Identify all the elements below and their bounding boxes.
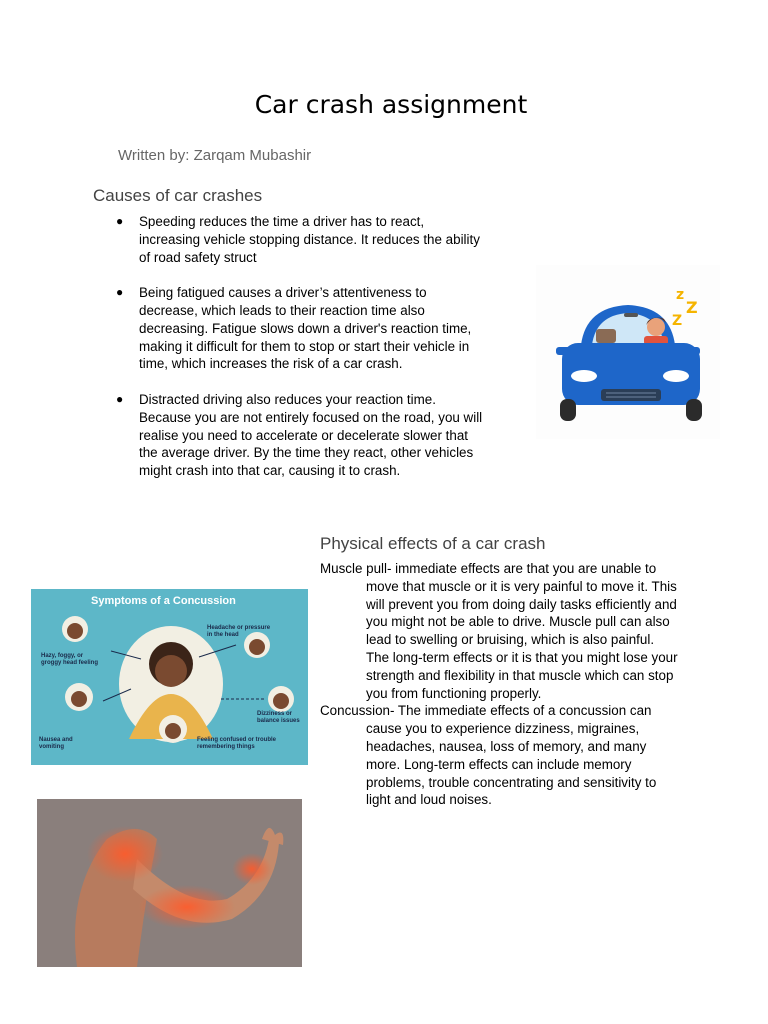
bullet-icon: ● bbox=[116, 391, 124, 406]
list-item bbox=[116, 213, 486, 266]
svg-text:Z: Z bbox=[672, 313, 683, 329]
infographic-label: Nausea and vomiting bbox=[39, 737, 73, 750]
svg-text:Z: Z bbox=[686, 298, 698, 317]
bullet-text: Distracted driving also reduces your reaction time. Because you are not entirely focused on the road, you will realise you need to accelerate or decelerate slower that the average driver. By the time they react, other vehicles might crash into that car, causing it to crash. bbox=[139, 391, 483, 479]
concussion-paragraph: Concussion- The immediate effects of a concussion can cause you to experience dizziness, migraines, headaches, nausea, loss of memory, and many more. Long-term effects can include memory problems, trouble concentrating and sensitivity to light and loud noises. bbox=[320, 703, 657, 808]
svg-text:z: z bbox=[676, 287, 685, 303]
bullet-text: Being fatigued causes a driver’s attentiveness to decrease, which leads to their reaction time also decreasing. Fatigue slows down a driver's reaction time, making it difficult for them to stop or start their vehicle in time, which increases the risk of a car crash. bbox=[139, 285, 472, 372]
list-item bbox=[116, 391, 486, 480]
infographic-label: Headache or pressure in the head bbox=[207, 625, 271, 638]
list-item bbox=[116, 284, 486, 373]
muscle-pull-paragraph: Muscle pull- immediate effects are that you are unable to move that muscle or it is very painful to move it. This will prevent you from doing daily tasks efficiently and you might not be able to drive. Muscle pull can also lead to swelling or bruising, which is also painful. The long-term effects or it is that you might lose your strength and flexibility in that muscle which can stop you from functioning properly. bbox=[320, 561, 678, 701]
effects-heading: Physical effects of a car crash bbox=[320, 534, 546, 553]
infographic-title: Symptoms of a Concussion bbox=[91, 595, 236, 607]
muscle-pain-arm-image bbox=[37, 799, 302, 967]
bullet-icon: ● bbox=[116, 214, 124, 228]
infographic-label: Hazy, foggy, or groggy head feeling bbox=[41, 653, 99, 666]
author-line: Written by: Zarqam Mubashir bbox=[118, 147, 312, 164]
bullet-text: Speeding reduces the time a driver has to react, increasing vehicle stopping distance. It reduces the ability of road safety struct bbox=[139, 214, 480, 265]
causes-heading: Causes of car crashes bbox=[93, 186, 263, 205]
causes-list bbox=[116, 213, 486, 498]
infographic-label: Dizziness or balance issues bbox=[257, 711, 300, 724]
infographic-label: Feeling confused or trouble remembering things bbox=[197, 737, 277, 750]
sleepy-driver-car-image bbox=[536, 265, 720, 439]
document-title: Car crash assignment bbox=[254, 90, 528, 119]
bullet-icon: ● bbox=[116, 285, 124, 300]
effects-body bbox=[320, 560, 680, 809]
concussion-infographic-image bbox=[31, 589, 308, 765]
